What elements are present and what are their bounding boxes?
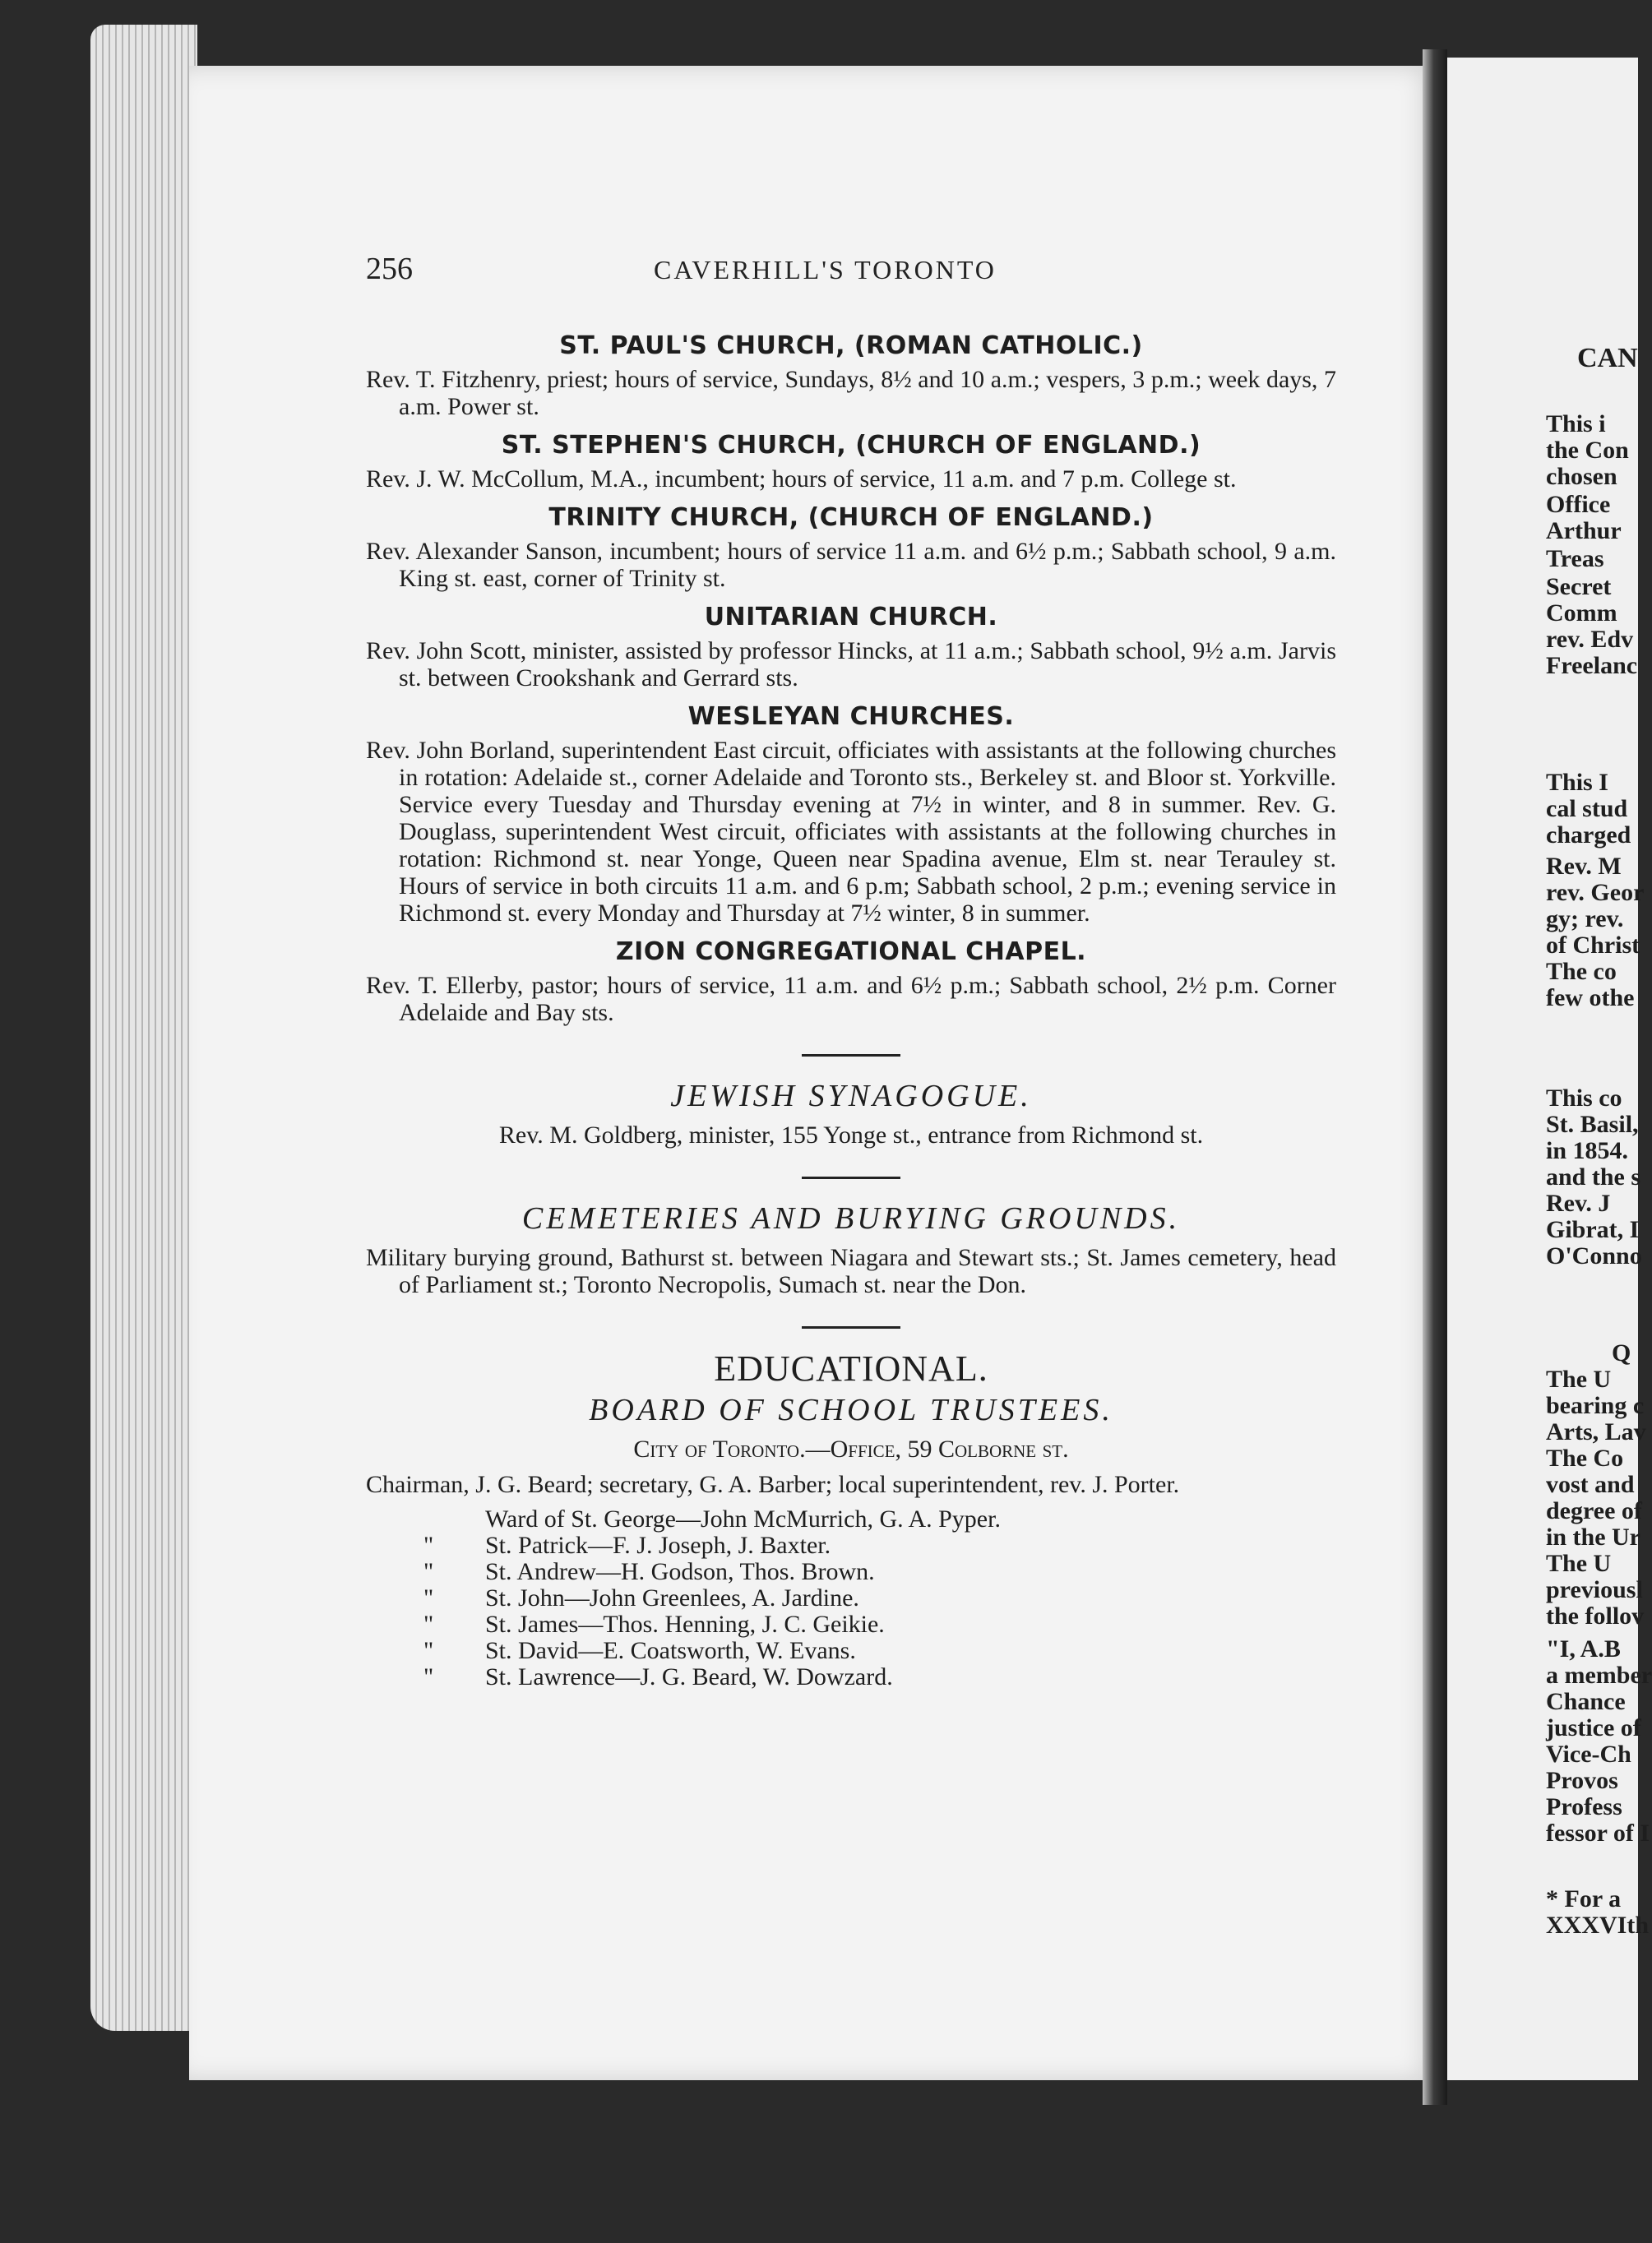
right-page-fragment: and the s — [1546, 1163, 1641, 1191]
ward-row — [366, 1559, 1336, 1585]
right-page-fragment: of Christ — [1546, 932, 1640, 959]
right-page-fragment: St. Basil, — [1546, 1111, 1639, 1138]
running-head: CAVERHILL'S TORONTO — [654, 255, 997, 284]
page-content — [366, 321, 1336, 1690]
right-page-fragment: Arts, Lav — [1546, 1418, 1646, 1445]
right-page-fragment: O'Conno — [1546, 1242, 1642, 1269]
ward-row — [366, 1585, 1336, 1612]
trustees-office: City of Toronto.—Office, 59 Colborne st. — [633, 1436, 1069, 1463]
right-page-fragment: gy; rev. — [1546, 905, 1624, 932]
ditto-mark: " — [423, 1558, 434, 1585]
heading-educational: EDUCATIONAL. — [714, 1348, 988, 1389]
heading-wesleyan: WESLEYAN CHURCHES. — [687, 702, 1015, 731]
right-page-fragment: the follov — [1546, 1602, 1645, 1630]
ward-entry: Ward of St. George—John McMurrich, G. A. Pyper. — [485, 1505, 1001, 1533]
right-page-fragment: Treas — [1546, 545, 1604, 572]
right-page-fragment: The Co — [1546, 1445, 1624, 1472]
right-page-fragment: previousl — [1546, 1576, 1643, 1603]
ditto-mark — [399, 1506, 485, 1533]
ward-row — [366, 1664, 1336, 1690]
right-page-fragment: The U — [1546, 1550, 1612, 1577]
right-page-fragment: bearing c — [1546, 1392, 1645, 1419]
heading-unitarian: UNITARIAN CHURCH. — [704, 603, 998, 631]
right-page-fragment: fessor of I — [1546, 1820, 1650, 1847]
section-rule — [802, 1054, 900, 1057]
ward-entry: St. Patrick—F. J. Joseph, J. Baxter. — [485, 1532, 831, 1559]
right-page-fragment: This i — [1546, 410, 1606, 437]
entry-synagogue: Rev. M. Goldberg, minister, 155 Yonge st., entrance from Richmond st. — [498, 1122, 1204, 1149]
ditto-mark: " — [423, 1637, 434, 1664]
ward-row — [366, 1533, 1336, 1559]
ward-entry: St. John—John Greenlees, A. Jardine. — [485, 1584, 859, 1612]
book-gutter — [1423, 49, 1447, 2105]
ward-entry: St. James—Thos. Henning, J. C. Geikie. — [485, 1611, 885, 1638]
right-page-fragment: Comm — [1546, 599, 1617, 627]
section-rule — [802, 1326, 900, 1329]
ward-entry: St. David—E. Coatsworth, W. Evans. — [485, 1637, 856, 1664]
right-page-fragment: justice of — [1546, 1714, 1641, 1741]
entry-trinity: Rev. Alexander Sanson, incumbent; hours of service 11 a.m. and 6½ p.m.; Sabbath school, 9 a.m. King st. east, corner of Trinity st. — [366, 538, 1336, 592]
ward-list — [366, 1506, 1336, 1690]
right-page-fragment: The U — [1546, 1366, 1612, 1393]
ward-entry: St. Lawrence—J. G. Beard, W. Dowzard. — [485, 1663, 893, 1690]
heading-school-trustees: BOARD OF SCHOOL TRUSTEES. — [589, 1393, 1113, 1427]
book-page-edges — [90, 25, 197, 2031]
right-page-fragment: Chance — [1546, 1688, 1626, 1715]
right-page-fragment: Vice-Ch — [1546, 1741, 1631, 1768]
right-page-fragment: "I, A.B — [1546, 1635, 1621, 1663]
entry-zion: Rev. T. Ellerby, pastor; hours of service, 11 a.m. and 6½ p.m.; Sabbath school, 2½ p.m. Corner Adelaide and Bay sts. — [366, 972, 1336, 1026]
entry-wesleyan: Rev. John Borland, superintendent East circuit, officiates with assistants at the following churches in rotation: Adelaide st., corner Adelaide and Toronto sts., Berkeley st. and Bloor st. Yorkville. Service every Tuesday and Thursday evening at 7½ in winter, and 8 in summer. Rev. G. Douglass, superintendent West circuit, officiates with assistants at the following churches in rotation: Richmond st. near Yonge, Queen near Spadina avenue, Elm st. near Terauley st. Hours of service in both circuits 11 a.m. and 6 p.m; Sabbath school, 2 p.m.; evening service in Richmond st. every Monday and Thursday at 7½ winter, 8 in summer. — [366, 737, 1336, 927]
heading-st-pauls: ST. PAUL'S CHURCH, (ROMAN CATHOLIC.) — [559, 331, 1143, 360]
right-page-fragment: This co — [1546, 1085, 1622, 1112]
right-page-fragment: Secret — [1546, 573, 1612, 600]
entry-st-stephens: Rev. J. W. McCollum, M.A., incumbent; hours of service, 11 a.m. and 7 p.m. College st. — [366, 465, 1237, 493]
page-number: 256 — [366, 252, 413, 286]
right-page-fragment: charged — [1546, 821, 1631, 849]
ward-row — [366, 1612, 1336, 1638]
right-page-fragment: a member — [1546, 1662, 1652, 1689]
right-page-fragment: XXXVIth — [1546, 1912, 1650, 1939]
ward-row — [366, 1638, 1336, 1664]
right-page-fragment: degree of — [1546, 1497, 1642, 1524]
ditto-mark: " — [423, 1584, 434, 1612]
right-page-fragment: rev. Geor — [1546, 879, 1645, 906]
trustees-officers: Chairman, J. G. Beard; secretary, G. A. Barber; local superintendent, rev. J. Porter. — [366, 1471, 1180, 1498]
right-page-fragment: Gibrat, I — [1546, 1216, 1640, 1243]
heading-st-stephens: ST. STEPHEN'S CHURCH, (CHURCH OF ENGLAND.) — [501, 431, 1201, 460]
entry-unitarian: Rev. John Scott, minister, assisted by professor Hincks, at 11 a.m.; Sabbath school, 9½ a.m. Jarvis st. between Crookshank and Gerrard sts. — [366, 637, 1336, 691]
right-page-fragment: CAN — [1577, 343, 1638, 373]
right-page-fragment: vost and — [1546, 1471, 1635, 1498]
right-page-fragment: * For a — [1546, 1885, 1622, 1912]
right-page-fragment: The co — [1546, 958, 1617, 985]
ward-entry: St. Andrew—H. Godson, Thos. Brown. — [485, 1558, 875, 1585]
right-page-fragment: few othe — [1546, 984, 1635, 1011]
heading-zion: ZION CONGREGATIONAL CHAPEL. — [615, 937, 1087, 966]
entry-st-pauls: Rev. T. Fitzhenry, priest; hours of service, Sundays, 8½ and 10 a.m.; vespers, 3 p.m.; week days, 7 a.m. Power st. — [366, 366, 1336, 420]
ditto-mark: " — [423, 1663, 434, 1690]
heading-synagogue: JEWISH SYNAGOGUE. — [670, 1079, 1032, 1113]
right-page-fragment: Rev. M — [1546, 853, 1622, 880]
entry-cemeteries: Military burying ground, Bathurst st. between Niagara and Stewart sts.; St. James cemetery, head of Parliament st.; Toronto Necropolis, Sumach st. near the Don. — [366, 1244, 1336, 1298]
ditto-mark: " — [423, 1611, 434, 1638]
right-page-fragment: Provos — [1546, 1767, 1618, 1794]
heading-cemeteries: CEMETERIES AND BURYING GROUNDS. — [521, 1201, 1181, 1236]
section-rule — [802, 1177, 900, 1179]
right-page-fragment: Rev. J — [1546, 1190, 1611, 1217]
right-page-fragment: Profess — [1546, 1793, 1622, 1820]
ward-row — [366, 1506, 1336, 1533]
right-page-fragment: rev. Edv — [1546, 626, 1634, 653]
right-page-fragment: This I — [1546, 769, 1608, 796]
right-page-fragment: the Con — [1546, 437, 1629, 464]
right-page-fragment: Arthur — [1546, 517, 1622, 544]
right-page-fragment: in the Ur — [1546, 1524, 1640, 1551]
right-page-fragment: in 1854. — [1546, 1137, 1629, 1164]
right-page-fragment: chosen — [1546, 463, 1617, 490]
right-page-fragment: cal stud — [1546, 795, 1628, 822]
right-page-fragment: Freelanc — [1546, 652, 1638, 679]
heading-trinity: TRINITY CHURCH, (CHURCH OF ENGLAND.) — [548, 503, 1154, 532]
right-page-fragment: Office — [1546, 491, 1611, 518]
right-page-fragment: Q — [1612, 1339, 1631, 1367]
ditto-mark: " — [423, 1532, 434, 1559]
